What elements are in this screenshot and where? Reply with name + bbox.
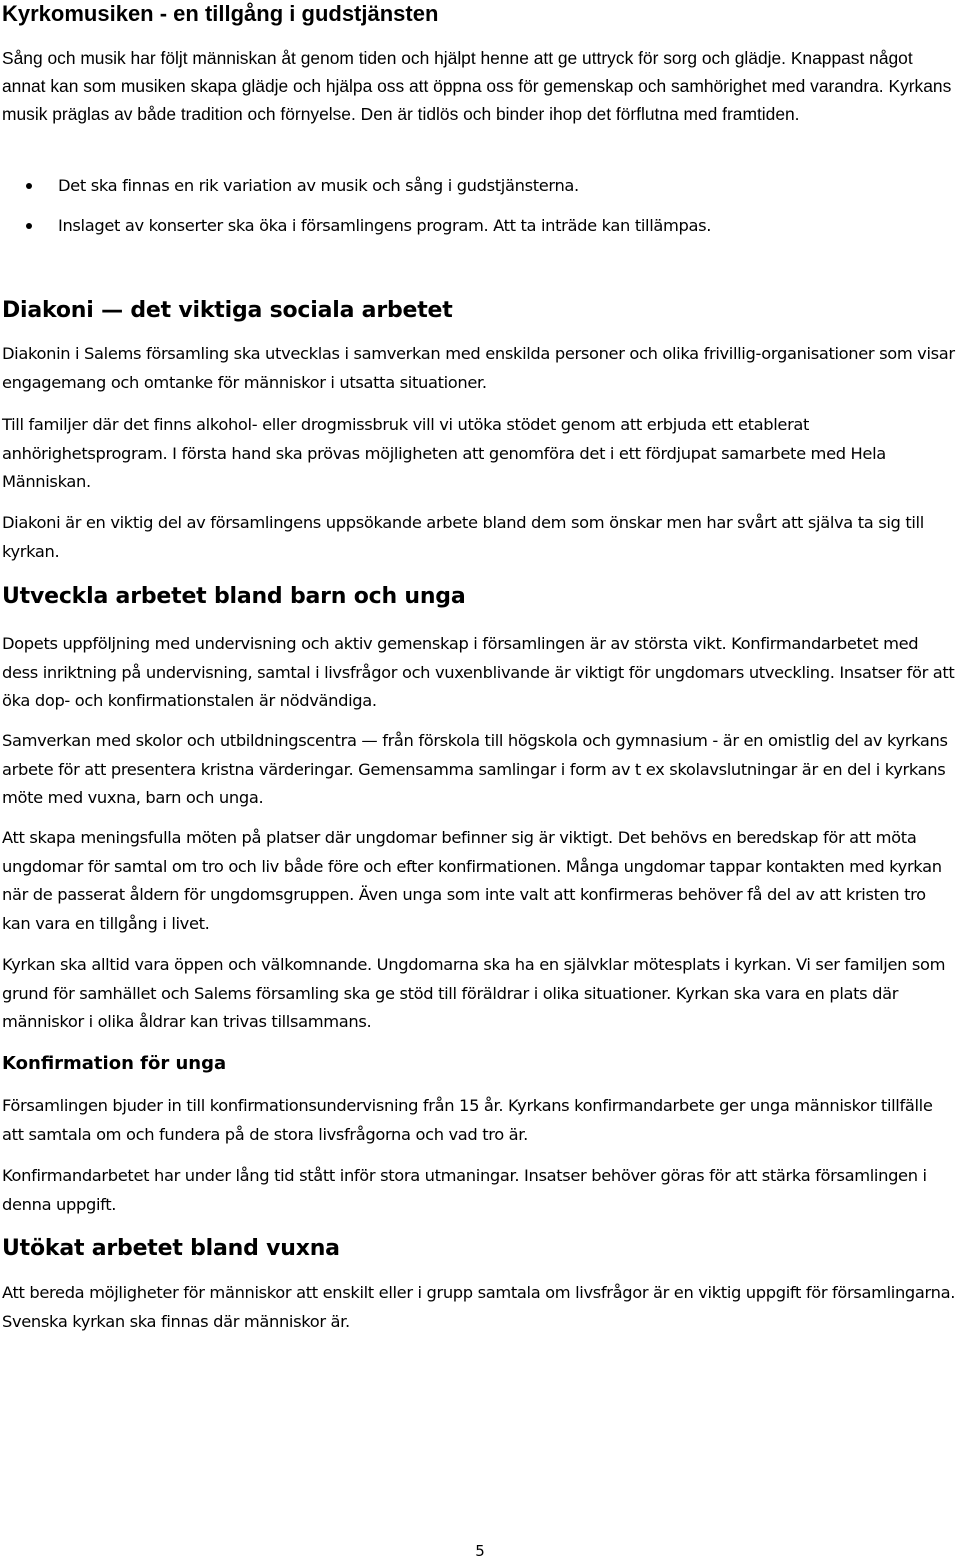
- section-music: [2, 0, 956, 28]
- section-confirmation: [2, 1051, 956, 1077]
- youth-paragraph: Att skapa meningsfulla möten på platser där ungdomar befinner sig är viktigt. Det behövs en beredskap för att möta ungdomar för samtal om tro och liv både före och efter konfirmationen. Många ungdomar tappar kontakten med kyrkan när de passerat åldern för ungdomsgruppen. Även unga som inte valt att konfirmeras behöver få del av att kristen tro kan vara en tillgång i livet.: [2, 828, 942, 933]
- music-paragraph: Sång och musik har följt människan åt genom tiden och hjälpt henne att ge uttryck för sorg och glädje. Knappast något annat kan som musiken skapa glädje och hjälpa oss att öppna oss för gemenskap och samhörighet med varandra. Kyrkans musik präglas av både tradition och förnyelse. Den är tidlös och binder ihop det förflutna med framtiden.: [2, 48, 952, 124]
- heading-youth: Utveckla arbetet bland barn och unga: [2, 584, 466, 609]
- youth-paragraph-3-block: [2, 824, 956, 938]
- section-diakoni: [2, 297, 956, 325]
- confirmation-paragraph: Konfirmandarbetet har under lång tid stått inför stora utmaningar. Insatser behöver göras för att stärka församlingen i denna uppgift.: [2, 1166, 927, 1214]
- music-paragraph-block: [2, 44, 956, 128]
- music-bullet-text: Det ska finnas en rik variation av musik och sång i gudstjänsterna.: [58, 176, 579, 195]
- page-number: 5: [475, 1542, 485, 1560]
- adults-paragraph-block: [2, 1279, 956, 1336]
- bullet-icon: [26, 223, 32, 229]
- diakoni-paragraph: Diakonin i Salems församling ska utvecklas i samverkan med enskilda personer och olika frivillig-organisationer som visar engagemang och omtanke för människor i utsatta situationer.: [2, 344, 955, 392]
- bullet-icon: [26, 183, 32, 189]
- diakoni-paragraph-1-block: [2, 340, 956, 397]
- youth-paragraph-2-block: [2, 727, 956, 813]
- heading-adults: Utökat arbetet bland vuxna: [2, 1236, 340, 1261]
- heading-diakoni: Diakoni — det viktiga sociala arbetet: [2, 298, 453, 323]
- section-adults: [2, 1235, 956, 1263]
- diakoni-paragraph: Till familjer där det finns alkohol- eller drogmissbruk vill vi utöka stödet genom att erbjuda ett etablerat anhörighetsprogram. I första hand ska prövas möjligheten att genomföra det i ett fördjupat samarbete med Hela Människan.: [2, 415, 886, 492]
- confirmation-paragraph: Församlingen bjuder in till konfirmationsundervisning från 15 år. Kyrkans konfirmandarbete ger unga människor tillfälle att samtala om och fundera på de stora livsfrågorna och vad tro är.: [2, 1096, 933, 1144]
- music-bullet-item: [2, 212, 956, 240]
- youth-paragraph: Kyrkan ska alltid vara öppen och välkomnande. Ungdomarna ska ha en självklar mötesplats i kyrkan. Vi ser familjen som grund för samhället och Salems församling ska ge stöd till föräldrar i olika situationer. Kyrkan ska vara en plats där människor i olika åldrar kan trivas tillsammans.: [2, 955, 946, 1032]
- youth-paragraph-1-block: [2, 630, 956, 716]
- section-youth: [2, 583, 956, 611]
- diakoni-paragraph-2-block: [2, 411, 956, 497]
- music-bullet-item: [2, 172, 956, 212]
- youth-paragraph: Samverkan med skolor och utbildningscentra — från förskola till högskola och gymnasium - är en omistlig del av kyrkans arbete för att presentera kristna värderingar. Gemensamma samlingar i form av t ex skolavslutningar är en del i kyrkans möte med vuxna, barn och unga.: [2, 731, 948, 808]
- diakoni-paragraph-3-block: [2, 509, 956, 566]
- confirmation-paragraph-1-block: [2, 1092, 956, 1149]
- adults-paragraph: Att bereda möjligheter för människor att enskilt eller i grupp samtala om livsfrågor är en viktig uppgift för församlingarna. Svenska kyrkan ska finnas där människor är.: [2, 1283, 956, 1331]
- confirmation-paragraph-2-block: [2, 1162, 956, 1219]
- heading-music: Kyrkomusiken - en tillgång i gudstjänsten: [2, 1, 439, 26]
- music-bullet-list: [2, 172, 956, 240]
- diakoni-paragraph: Diakoni är en viktig del av församlingens uppsökande arbete bland dem som önskar men har svårt att själva ta sig till kyrkan.: [2, 513, 924, 561]
- heading-confirmation: Konfirmation för unga: [2, 1053, 227, 1074]
- youth-paragraph-4-block: [2, 951, 956, 1037]
- music-bullet-text: Inslaget av konserter ska öka i församlingens program. Att ta inträde kan tillämpas.: [58, 216, 712, 235]
- youth-paragraph: Dopets uppföljning med undervisning och aktiv gemenskap i församlingen är av största vikt. Konfirmandarbetet med dess inriktning på undervisning, samtal i livsfrågor och vuxenblivande är viktigt för ungdomars utveckling. Insatser för att öka dop- och konfirmationstalen är nödvändiga.: [2, 634, 955, 711]
